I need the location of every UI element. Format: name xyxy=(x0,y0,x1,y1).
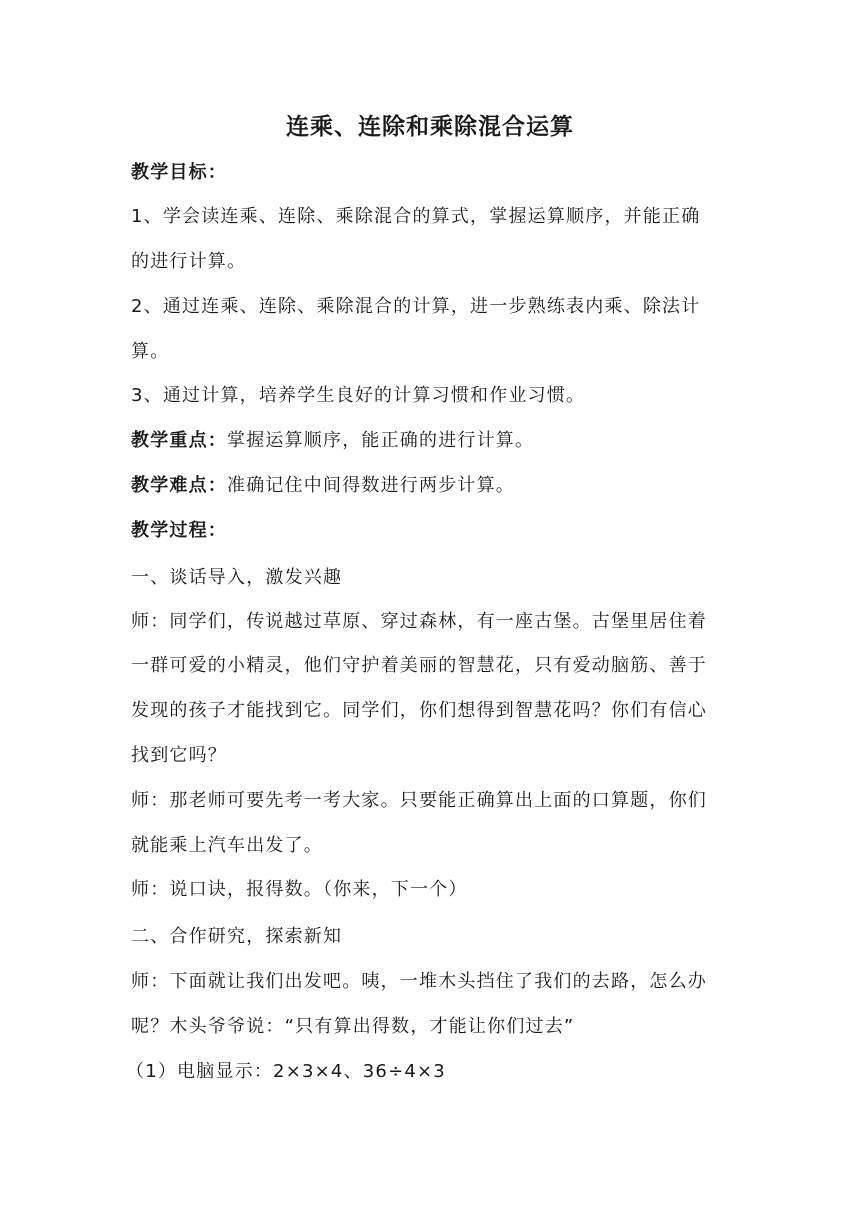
key-point-label: 教学重点： xyxy=(131,430,227,451)
difficulty xyxy=(131,471,515,501)
section-2-heading: 二、合作研究，探索新知 xyxy=(131,926,343,947)
goal-2-line-1: 2、通过连乘、连除、乘除混合的计算，进一步熟练表内乘、除法计 xyxy=(131,296,701,317)
goal-2-line-2: 算。 xyxy=(131,341,170,362)
key-point-text: 掌握运算顺序，能正确的进行计算。 xyxy=(227,430,535,451)
difficulty-text: 准确记住中间得数进行两步计算。 xyxy=(227,475,515,496)
item-1: （1）电脑显示：2×3×4、36÷4×3 xyxy=(126,1061,446,1082)
goals-heading: 教学目标： xyxy=(131,162,227,183)
goal-1-line-2: 的进行计算。 xyxy=(131,251,247,272)
goal-3: 3、通过计算，培养学生良好的计算习惯和作业习惯。 xyxy=(131,385,586,406)
goal-1-line-1: 1、学会读连乘、连除、乘除混合的算式，掌握运算顺序，并能正确 xyxy=(131,206,701,227)
para-2-line-1: 师：那老师可要先考一考大家。只要能正确算出上面的口算题，你们 xyxy=(131,790,707,811)
para-2-line-2: 就能乘上汽车出发了。 xyxy=(131,835,323,856)
difficulty-label: 教学难点： xyxy=(131,475,227,496)
para-4-line-1: 师：下面就让我们出发吧。咦，一堆木头挡住了我们的去路，怎么办 xyxy=(131,971,707,992)
para-1-line-4: 找到它吗？ xyxy=(131,745,227,766)
para-4-line-2: 呢？木头爷爷说：“只有算出得数，才能让你们过去” xyxy=(131,1016,575,1037)
para-1-line-1: 师：同学们，传说越过草原、穿过森林，有一座古堡。古堡里居住着 xyxy=(131,611,707,632)
section-1-heading: 一、谈话导入，激发兴趣 xyxy=(131,567,343,588)
key-point xyxy=(131,426,534,456)
para-1-line-2: 一群可爱的小精灵，他们守护着美丽的智慧花，只有爱动脑筋、善于 xyxy=(131,655,707,676)
para-3: 师：说口诀，报得数。（你来，下一个） xyxy=(131,879,468,900)
document-title: 连乘、连除和乘除混合运算 xyxy=(286,113,574,140)
process-heading: 教学过程： xyxy=(131,520,227,541)
para-1-line-3: 发现的孩子才能找到它。同学们，你们想得到智慧花吗？你们有信心 xyxy=(131,700,707,721)
